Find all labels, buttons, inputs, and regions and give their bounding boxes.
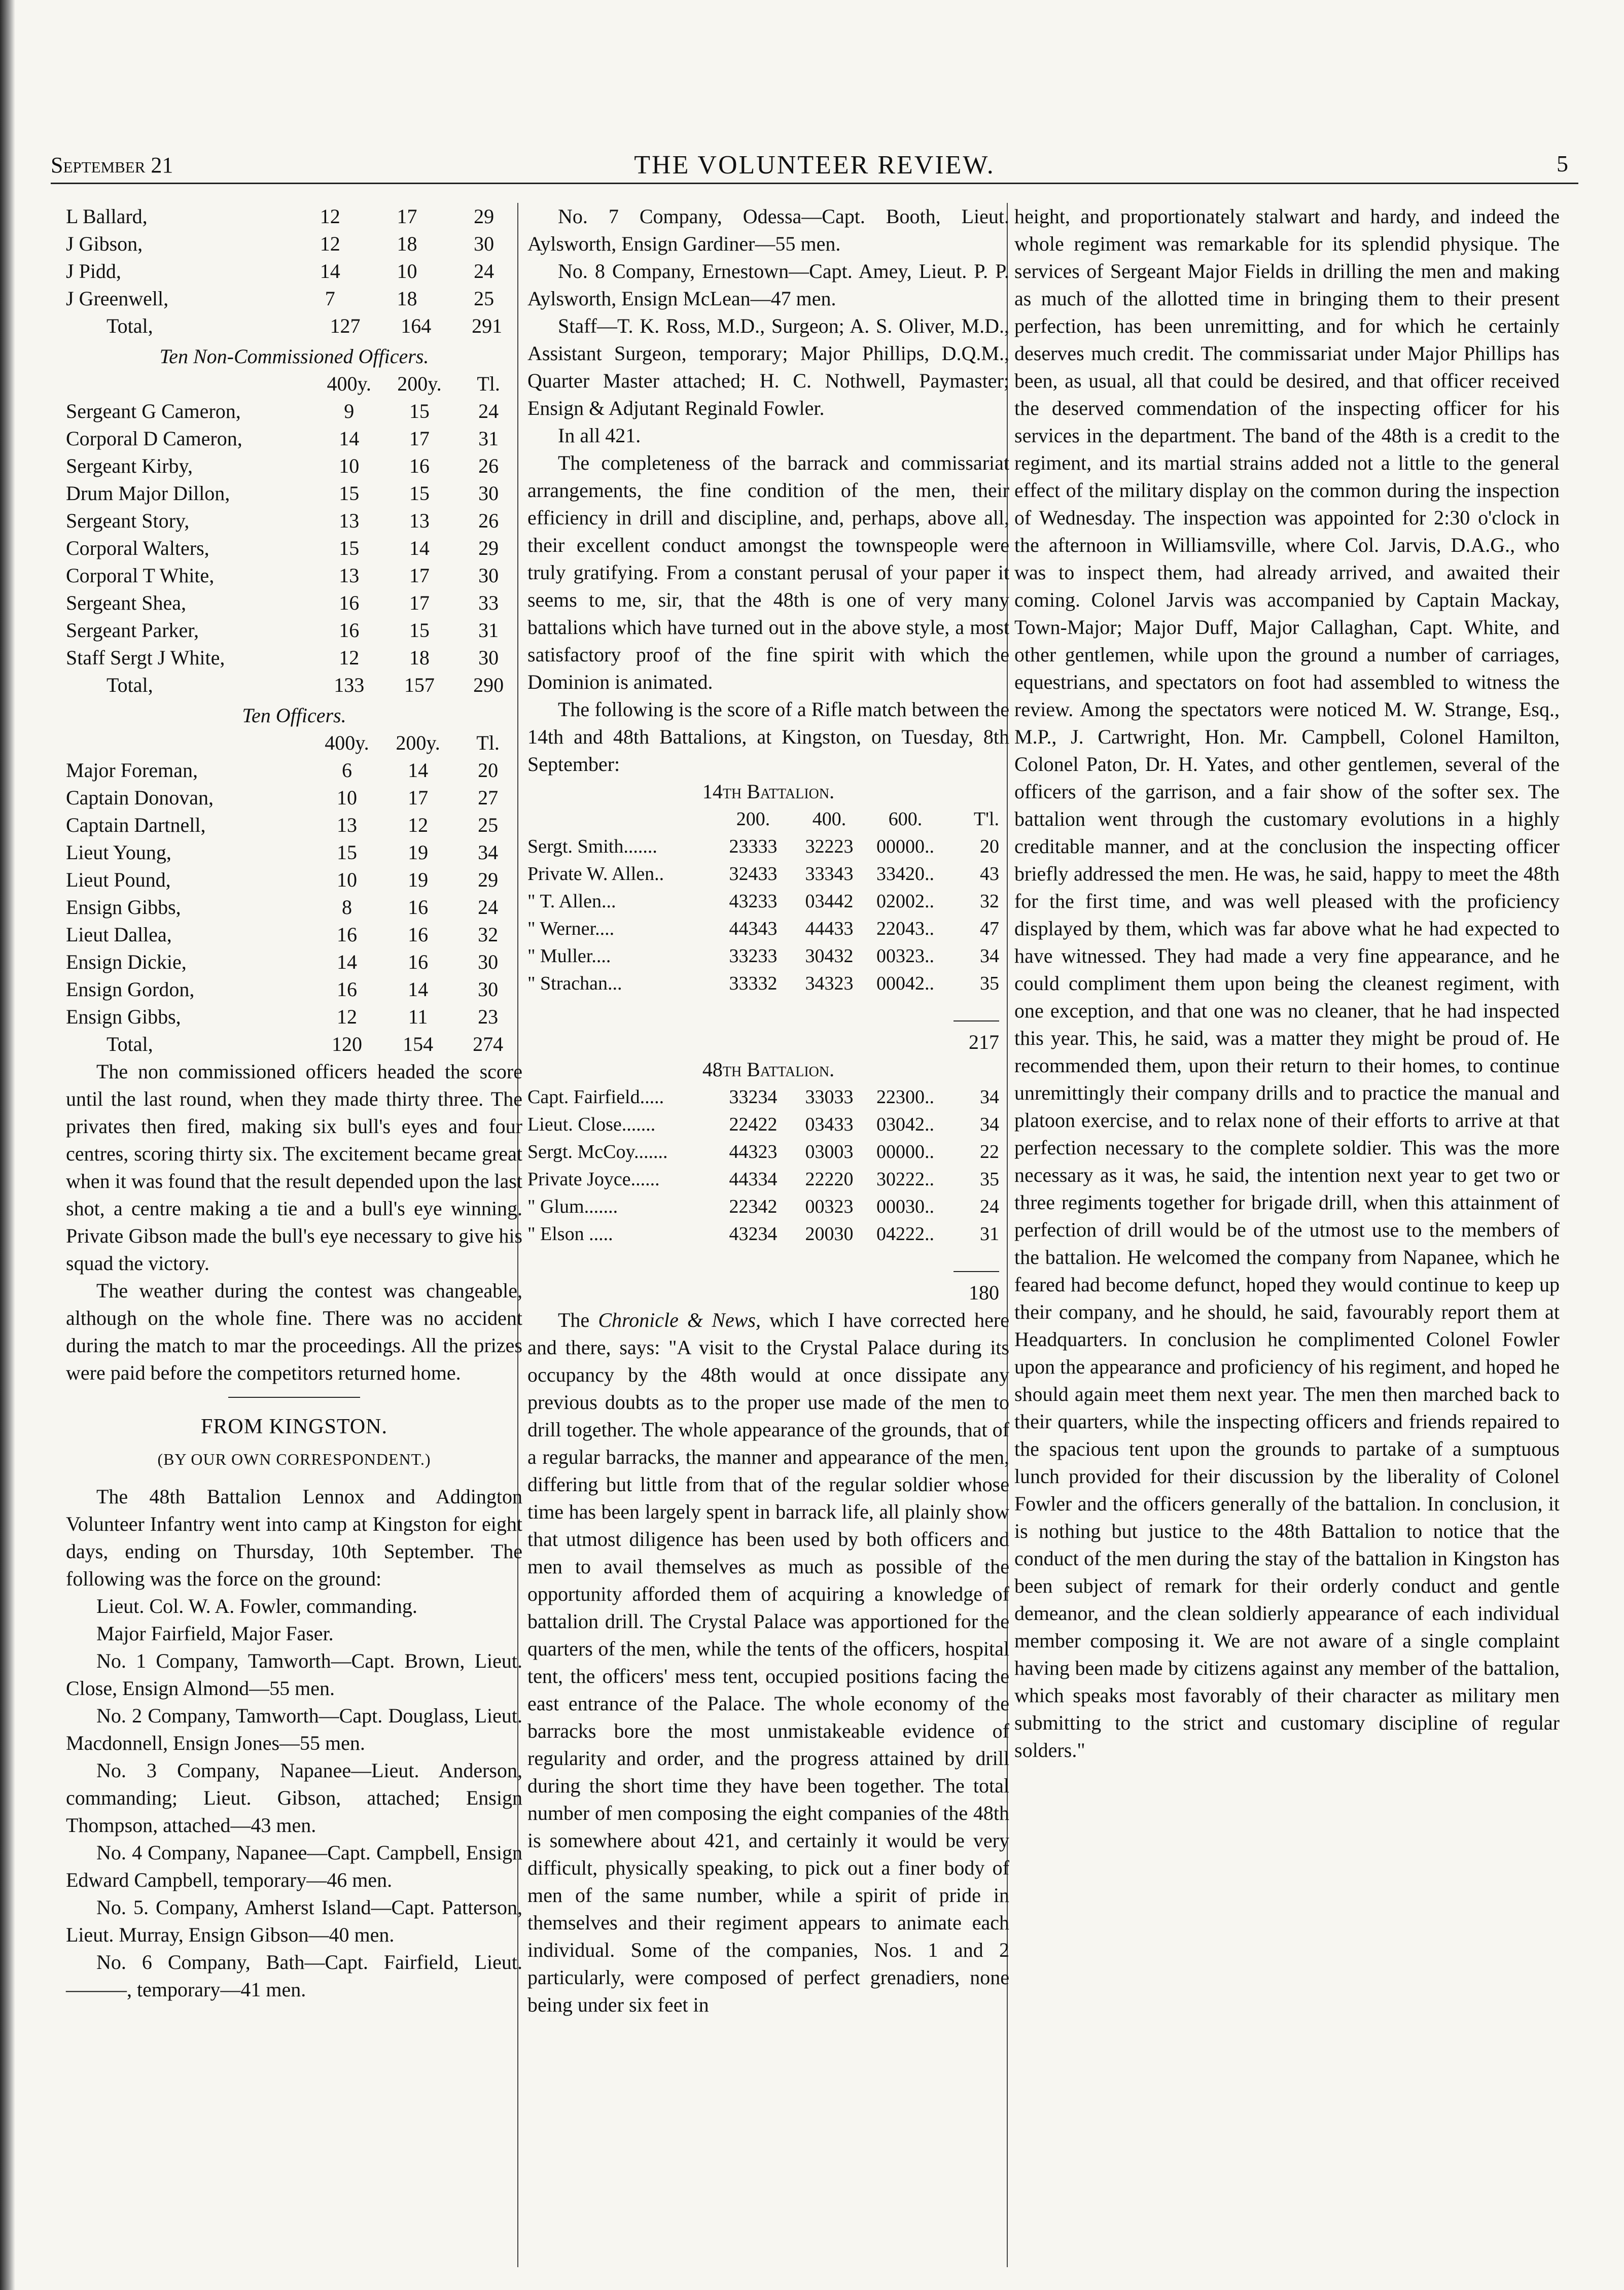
score-cell: 18 [397, 232, 417, 255]
table-row [527, 1166, 1009, 1193]
score-cell: 33420.. [876, 863, 934, 885]
list-item: In all 421. [558, 424, 641, 447]
score-cell: 13 [339, 509, 360, 532]
body-paragraph: The non commissioned officers headed the score until the last round, when they made thirty three. The privates then fired, making six bull's eyes and four centres, scoring thirty six. The excitement became great when it was found that the result depended upon the last shot, a centre making a tie and a bull's eye winning. Private Gibson made the bull's eye necessary to give his squad the victory. [66, 1060, 522, 1275]
table-row [66, 617, 522, 644]
score-cell: 22422 [729, 1114, 778, 1135]
table-row [66, 258, 522, 285]
competitor-name: Lieut Young, [66, 841, 171, 864]
table-row [527, 1083, 1009, 1111]
table-row [66, 894, 522, 921]
score-cell: 44433 [805, 918, 854, 939]
competitor-name: Captain Donovan, [66, 786, 214, 809]
list-item: No. 1 Company, Tamworth—Capt. Brown, Lieut. Close, Ensign Almond—55 men. [66, 1649, 522, 1700]
force-list-continued [527, 203, 1009, 449]
score-cell: 6 [341, 759, 352, 782]
score-cell: 17 [408, 786, 429, 809]
score-cell: 17 [409, 591, 430, 614]
competitor-name: Lieut Pound, [66, 868, 171, 891]
table-row [66, 866, 522, 894]
page-header [51, 147, 1578, 184]
score-cell: 44334 [729, 1169, 778, 1190]
competitor-name: Sergt. McCoy....... [527, 1141, 668, 1162]
score-cell: 43 [980, 863, 999, 885]
score-cell: 00323 [805, 1196, 854, 1217]
section-divider [228, 1397, 360, 1398]
score-cell: 04222.. [876, 1223, 934, 1245]
list-item: No. 6 Company, Bath—Capt. Fairfield, Lieut. ———, temporary—41 men. [66, 1951, 522, 2001]
score-cell: 35 [980, 973, 999, 994]
table-row [527, 970, 1009, 997]
score-cell: 44323 [729, 1141, 778, 1162]
nco-heading: Ten Non-Commissioned Officers. [159, 345, 429, 368]
competitor-name: " T. Allen... [527, 891, 616, 912]
table-row [66, 589, 522, 617]
table-row [66, 398, 522, 425]
competitor-name: " Werner.... [527, 918, 615, 939]
force-list [66, 1593, 522, 2003]
score-cell: 30432 [805, 945, 854, 967]
score-cell: 30 [474, 232, 495, 255]
competitor-name: Major Foreman, [66, 759, 198, 782]
score-cell: 00042.. [876, 973, 934, 994]
score-cell: 15 [336, 841, 357, 864]
table-row [527, 1138, 1009, 1166]
score-cell: 15 [339, 482, 360, 505]
score-cell: 10 [336, 786, 357, 809]
officers-total: Total, 120 154 274 [107, 1033, 504, 1055]
list-item: No. 7 Company, Odessa—Capt. Booth, Lieut. Aylsworth, Ensign Gardiner—55 men. [527, 205, 1009, 255]
score-cell: 13 [336, 814, 357, 836]
score-cell: 8 [341, 896, 352, 919]
body-paragraph: The weather during the contest was changeable, although on the whole fine. There was no accident during the match to mar the proceedings. All the prizes were paid before the competitors returned home. [66, 1279, 522, 1384]
competitor-name: " Strachan... [527, 973, 622, 994]
table-row [66, 507, 522, 535]
competitor-name: Private W. Allen.. [527, 863, 664, 885]
competitor-name: Sergeant G Cameron, [66, 400, 241, 422]
score-cell: 00000.. [876, 1141, 934, 1162]
officers-heading: Ten Officers. [242, 704, 346, 727]
competitor-name: L Ballard, [66, 205, 148, 228]
body-paragraph: The Chronicle & News, which I have corrected here and there, says: "A visit to the Crystal Palace during its occupancy by the 48th would at once dissipate any previous doubts as to the proper use made of the men to drill together. The whole appearance of the grounds, that of a regular barracks, the manner and appearance of the men, differing but little from that of the regular soldier whose time has been largely spent in barrack life, all plainly show that utmost diligence has been used by both officers and men to avail themselves as much as possible of the opportunity afforded them of acquiring a knowledge of battalion drill. The Crystal Palace was apportioned for the quarters of the men, while the tents of the officers, hospital tent, the officers' mess tent, occupied positions facing the east entrance of the Palace. The whole economy of the barracks bore the most unmistakeable evidence of regularity and order, and the progress attained by drill during the short time they have been together. The total number of men composing the eight companies of the 48th is somewhere about 421, and certainly it would be very difficult, physically speaking, to pick out a finer body of men of the same number, while a spirit of pride in themselves and their regiment appears to animate each individual. Some of the companies, Nos. 1 and 2 particularly, were composed of perfect grenadiers, none being under six feet in [527, 1309, 1009, 2016]
total-rule [954, 1271, 999, 1272]
column-2 [527, 203, 1009, 2019]
score-cell: 12 [320, 205, 340, 228]
nco-total: Total, 133 157 290 [107, 674, 504, 696]
score-cell: 32223 [805, 836, 854, 857]
competitor-name: Ensign Gibbs, [66, 896, 181, 919]
competitor-name: " Glum....... [527, 1196, 618, 1217]
table-row [66, 757, 522, 784]
competitor-name: " Elson ..... [527, 1223, 613, 1245]
score-cell: 14 [409, 537, 430, 559]
competitor-name: Captain Dartnell, [66, 814, 206, 836]
list-item: Staff—T. K. Ross, M.D., Surgeon; A. S. Oliver, M.D., Assistant Surgeon, temporary; Major Phillips, D.Q.M., Quarter Master attached; H. C. Nothwell, Paymaster; Ensign & Adjutant Reginald Fowler. [527, 314, 1009, 419]
score-cell: 29 [474, 205, 495, 228]
table-row [527, 915, 1009, 942]
score-cell: 24 [474, 260, 495, 283]
score-cell: 29 [478, 868, 499, 891]
competitor-name: Corporal D Cameron, [66, 427, 242, 450]
score-cell: 34 [980, 945, 999, 967]
score-cell: 30222.. [876, 1169, 934, 1190]
score-cell: 03442 [805, 891, 854, 912]
score-cell: 13 [339, 564, 360, 587]
byline: (BY OUR OWN CORRESPONDENT.) [157, 1450, 431, 1468]
table-row [527, 1111, 1009, 1138]
column-3 [1014, 203, 1560, 1764]
battalion-48-score-table [527, 1083, 1009, 1248]
score-cell: 18 [397, 287, 417, 310]
score-cell: 16 [408, 950, 429, 973]
score-cell: 30 [478, 950, 499, 973]
section-heading: FROM KINGSTON. [201, 1415, 387, 1438]
score-cell: 14 [408, 978, 429, 1001]
privates-score-table [66, 203, 522, 312]
score-cell: 22043.. [876, 918, 934, 939]
score-cell: 16 [339, 619, 360, 642]
score-cell: 31 [478, 427, 499, 450]
table-row [66, 203, 522, 230]
score-cell: 33343 [805, 863, 854, 885]
score-cell: 24 [980, 1196, 999, 1217]
table-row [527, 860, 1009, 888]
score-cell: 12 [339, 646, 360, 669]
table-row [66, 562, 522, 589]
score-cell: 25 [474, 287, 495, 310]
score-cell: 34 [980, 1114, 999, 1135]
privates-total: Total, 127 164 291 [107, 314, 503, 337]
score-cell: 33033 [805, 1086, 854, 1108]
competitor-name: Drum Major Dillon, [66, 482, 230, 505]
table-row [66, 839, 522, 866]
page-number: 5 [1557, 151, 1568, 177]
competitor-name: Lieut Dallea, [66, 923, 172, 946]
score-cell: 23 [478, 1005, 499, 1028]
score-cell: 32 [478, 923, 499, 946]
competitor-name: Private Joyce...... [527, 1169, 660, 1190]
score-cell: 16 [336, 923, 357, 946]
score-cell: 10 [397, 260, 417, 283]
score-cell: 26 [478, 454, 499, 477]
battalion-14-total: 217 [969, 1031, 999, 1053]
body-paragraph: height, and proportionately stalwart and hardy, and indeed the whole regiment was remarkable for its splendid physique. The services of Sergeant Major Fields in drilling the men and making as much of the allotted time in bringing them to their present perfection, has been unremitting, and for which he certainly deserves much credit. The commissariat under Major Phillips has been, as usual, all that could be desired, and that officer received the deserved commendation of the inspecting officer for his services in the department. The band of the 48th is a credit to the regiment, and its martial strains added not a little to the general effect of the military display on the common during the inspection of Wednesday. The inspection was appointed for 2:30 o'clock in the afternoon in Williamsville, where Col. Jarvis, D.A.G., who was to inspect them, had already arrived, and awaited their coming. Colonel Jarvis was accompanied by Captain Mackay, Town-Major; Major Duff, Major Callaghan, Capt. White, and other gentlemen, while upon the ground a number of carriages, equestrians, and spectators on foot had assembled to witness the review. Among the spectators were noticed M. W. Strange, Esq., M.P., J. Cartwright, Hon. Mr. Campbell, Colonel Hamilton, Colonel Paton, Dr. H. Yates, and other gentlemen, several of the officers of the garrison, and a fair show of the softer sex. The battalion went through the customary evolutions in a highly creditable manner, and at the conclusion the inspecting officer briefly addressed the men. He was, he said, happy to meet the 48th for the first time, and was well pleased with the proficiency displayed by them, which was far above what he had expected to have witnessed. They had made a very fine appearance, and he could compliment them upon being the cleanest regiment, with one exception, and that one was no cleaner, that he had inspected this year. This, he said, was a matter they might be proud of. He recommended them, upon their return to their homes, to continue unremittingly their company drills and to practice the manual and platoon exercise, and to relax none of their efforts to arrive at that perfection necessary to the complete soldier. This was the more necessary as it was, he said, the intention next year to get two or three regiments together for brigade drill, when this attainment of perfection of drill would be of the utmost use to the members of the battalion. He welcomed the company from Napanee, which he feared had become defunct, hoped they would continue to keep up their company, and he should, he said, favourably report them at Headquarters. In conclusion he complimented Colonel Fowler upon the appearance and proficiency of his regiment, and hoped he should again meet them next year. The men then marched back to their quarters, while the inspecting officers and friends repaired to the spacious tent upon the grounds to partake of a sumptuous lunch provided for their discussion by the liberality of Colonel Fowler and the officers generally of the battalion. In conclusion, it is nothing but justice to the 48th Battalion to notice that the conduct of the men during the stay of the battalion in Kingston has been subject of remark for their orderly conduct and gentle demeanor, and the clean soldierly appearance of each individual member composing it. We are not aware of a single complaint having been made by citizens against any member of the battalion, which speaks most favorably of their character as military men submitting to the strict and customary discipline of regular solders." [1014, 205, 1560, 1761]
score-cell: 30 [478, 564, 499, 587]
score-cell: 14 [408, 759, 429, 782]
score-cell: 33234 [729, 1086, 778, 1108]
score-cell: 16 [336, 978, 357, 1001]
score-cell: 12 [336, 1005, 357, 1028]
competitor-name: Sergeant Parker, [66, 619, 199, 642]
score-cell: 32 [980, 891, 999, 912]
table-row [66, 784, 522, 812]
competitor-name: Corporal Walters, [66, 537, 209, 559]
score-cell: 27 [478, 786, 499, 809]
table-row [66, 452, 522, 480]
table-row [66, 976, 522, 1003]
score-cell: 17 [397, 205, 417, 228]
list-item: No. 3 Company, Napanee—Lieut. Anderson, commanding; Lieut. Gibson, attached; Ensign Thompson, attached—43 men. [66, 1759, 522, 1837]
score-cell: 34323 [805, 973, 854, 994]
competitor-name: Sergeant Story, [66, 509, 190, 532]
score-cell: 14 [320, 260, 340, 283]
score-cell: 7 [325, 287, 335, 310]
score-cell: 00000.. [876, 836, 934, 857]
competitor-name: Lieut. Close....... [527, 1114, 656, 1135]
binding-edge [0, 0, 15, 2290]
competitor-name: Sergt. Smith....... [527, 836, 657, 857]
score-cell: 10 [339, 454, 360, 477]
battalion-14-score-table [527, 805, 1009, 997]
table-row [527, 1220, 1009, 1248]
competitor-name: Ensign Gibbs, [66, 1005, 181, 1028]
column-1 [66, 203, 522, 2003]
competitor-name: Staff Sergt J White, [66, 646, 225, 669]
score-cell: 16 [408, 923, 429, 946]
table-row [66, 425, 522, 452]
list-item: No. 5. Company, Amherst Island—Capt. Patterson, Lieut. Murray, Ensign Gibson—40 men. [66, 1896, 522, 1946]
score-cell: 33 [478, 591, 499, 614]
body-paragraph: The following is the score of a Rifle match between the 14th and 48th Battalions, at Kingston, on Tuesday, 8th September: [527, 698, 1009, 776]
table-row [527, 888, 1009, 915]
score-cell: 33233 [729, 945, 778, 967]
body-paragraph: The completeness of the barrack and commissariat arrangements, the fine condition of the men, their efficiency in drill and discipline, and, perhaps, above all, their excellent conduct amongst the townspeople were truly gratifying. From a constant perusal of your paper it seems to me, sir, that the 48th is one of very many battalions which have turned out in the above style, a most satisfactory proof of the fine spirit with which the Dominion is animated. [527, 451, 1009, 693]
score-cell: 43234 [729, 1223, 778, 1245]
score-cell: 03003 [805, 1141, 854, 1162]
battalion-48-total: 180 [969, 1281, 999, 1304]
competitor-name: J Greenwell, [66, 287, 169, 310]
competitor-name: Capt. Fairfield..... [527, 1086, 664, 1108]
officers-score-table [66, 729, 522, 1058]
score-cell: 02002.. [876, 891, 934, 912]
column-heads: 200. 400. 600. T'l. [736, 808, 999, 830]
score-cell: 9 [344, 400, 355, 422]
score-cell: 47 [980, 918, 999, 939]
header-title: THE VOLUNTEER REVIEW. [634, 151, 995, 180]
score-cell: 16 [409, 454, 430, 477]
score-cell: 31 [980, 1223, 999, 1245]
score-cell: 16 [408, 896, 429, 919]
score-cell: 33332 [729, 973, 778, 994]
table-row [527, 833, 1009, 860]
score-cell: 30 [478, 482, 499, 505]
competitor-name: Sergeant Kirby, [66, 454, 193, 477]
battalion-48-heading: 48th Battalion. [702, 1058, 835, 1081]
score-cell: 20030 [805, 1223, 854, 1245]
score-cell: 26 [478, 509, 499, 532]
score-cell: 29 [478, 537, 499, 559]
score-cell: 22342 [729, 1196, 778, 1217]
score-cell: 17 [409, 427, 430, 450]
score-cell: 17 [409, 564, 430, 587]
score-cell: 16 [339, 591, 360, 614]
score-cell: 15 [339, 537, 360, 559]
table-row [66, 921, 522, 948]
score-cell: 00030.. [876, 1196, 934, 1217]
header-date: September 21 [51, 153, 173, 178]
score-cell: 12 [320, 232, 340, 255]
competitor-name: Ensign Dickie, [66, 950, 187, 973]
competitor-name: Corporal T White, [66, 564, 215, 587]
score-cell: 15 [409, 482, 430, 505]
column-heads: 400y. 200y. Tl. [327, 372, 500, 395]
score-cell: 03433 [805, 1114, 854, 1135]
score-cell: 11 [408, 1005, 428, 1028]
list-item: Lieut. Col. W. A. Fowler, commanding. [96, 1595, 417, 1617]
score-cell: 19 [408, 841, 429, 864]
competitor-name: Sergeant Shea, [66, 591, 186, 614]
list-item: Major Fairfield, Major Faser. [96, 1622, 334, 1645]
table-row [527, 1193, 1009, 1220]
table-row [66, 480, 522, 507]
table-row [66, 644, 522, 672]
score-cell: 34 [478, 841, 499, 864]
score-cell: 23333 [729, 836, 778, 857]
score-cell: 24 [478, 400, 499, 422]
score-cell: 15 [409, 400, 430, 422]
competitor-name: J Gibson, [66, 232, 143, 255]
score-cell: 44343 [729, 918, 778, 939]
score-cell: 14 [336, 950, 357, 973]
list-item: No. 4 Company, Napanee—Capt. Campbell, Ensign Edward Campbell, temporary—46 men. [66, 1841, 522, 1891]
table-row [66, 1003, 522, 1031]
body-paragraph: The 48th Battalion Lennox and Addington Volunteer Infantry went into camp at Kingston for eight days, ending on Thursday, 10th September. The following was the force on the ground: [66, 1485, 522, 1590]
competitor-name: " Muller.... [527, 945, 611, 967]
score-cell: 35 [980, 1169, 999, 1190]
score-cell: 10 [336, 868, 357, 891]
table-row [66, 285, 522, 312]
score-cell: 20 [478, 759, 499, 782]
score-cell: 19 [408, 868, 429, 891]
score-cell: 24 [478, 896, 499, 919]
score-cell: 30 [478, 978, 499, 1001]
table-row [66, 230, 522, 258]
score-cell: 34 [980, 1086, 999, 1108]
total-rule [954, 1020, 999, 1021]
list-item: No. 2 Company, Tamworth—Capt. Douglass, Lieut. Macdonnell, Ensign Jones—55 men. [66, 1704, 522, 1754]
table-row [66, 812, 522, 839]
competitor-name: Ensign Gordon, [66, 978, 195, 1001]
score-cell: 00323.. [876, 945, 934, 967]
score-cell: 20 [980, 836, 999, 857]
table-row [527, 942, 1009, 970]
score-cell: 15 [409, 619, 430, 642]
score-cell: 22220 [805, 1169, 854, 1190]
score-cell: 31 [478, 619, 499, 642]
score-cell: 03042.. [876, 1114, 934, 1135]
score-cell: 18 [409, 646, 430, 669]
score-cell: 14 [339, 427, 360, 450]
score-cell: 12 [408, 814, 429, 836]
score-cell: 43233 [729, 891, 778, 912]
table-row [66, 948, 522, 976]
nco-score-table [66, 370, 522, 699]
score-cell: 25 [478, 814, 499, 836]
competitor-name: J Pidd, [66, 260, 121, 283]
score-cell: 13 [409, 509, 430, 532]
battalion-14-heading: 14th Battalion. [702, 780, 835, 803]
column-heads: 400y. 200y. Tl. [325, 731, 500, 754]
score-cell: 30 [478, 646, 499, 669]
score-cell: 22300.. [876, 1086, 934, 1108]
list-item: No. 8 Company, Ernestown—Capt. Amey, Lieut. P. P. Aylsworth, Ensign McLean—47 men. [527, 260, 1009, 310]
score-cell: 22 [980, 1141, 999, 1162]
score-cell: 32433 [729, 863, 778, 885]
table-row [66, 535, 522, 562]
